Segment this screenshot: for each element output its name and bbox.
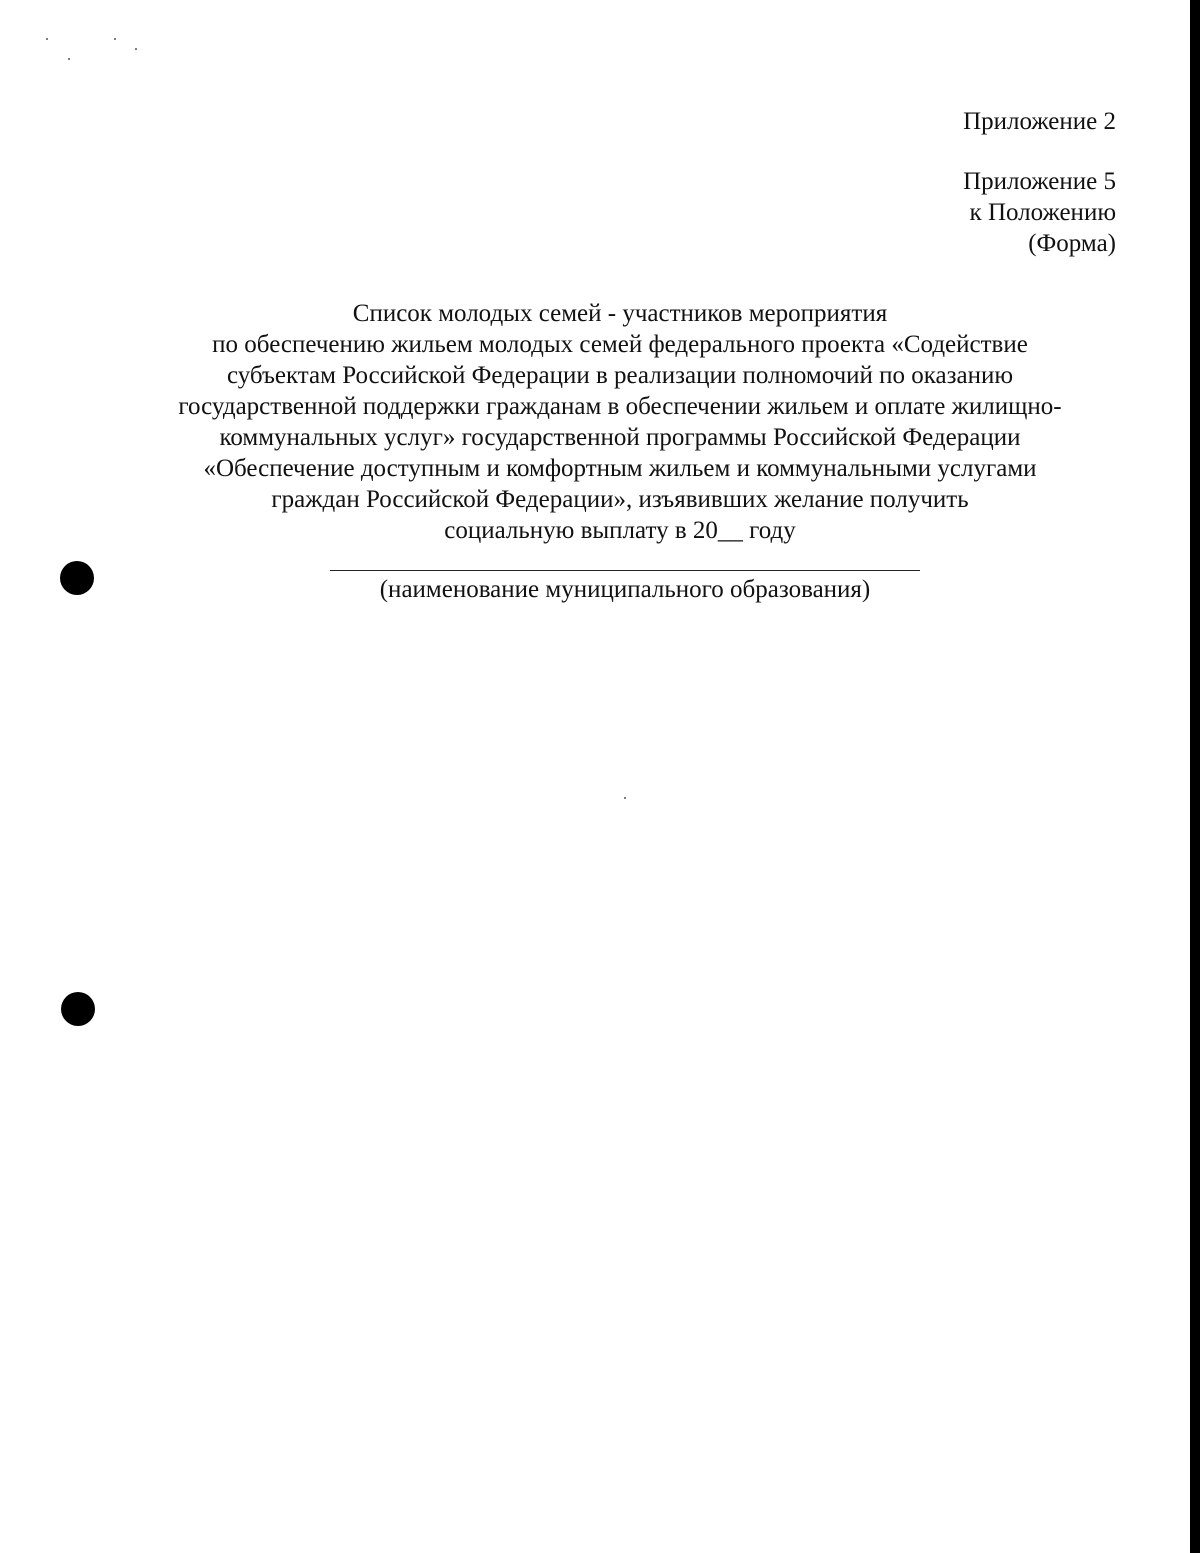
appendix-5-block [963, 166, 1116, 259]
title-line: граждан Российской Федерации», изъявивших желание получить [271, 486, 969, 513]
appendix-2-label [963, 106, 1116, 137]
municipality-blank-line [330, 570, 920, 571]
appendix-5-line: Приложение 5 [963, 168, 1116, 195]
title-line: государственной поддержки гражданам в обеспечении жильем и оплате жилищно- [178, 393, 1062, 420]
document-title [100, 298, 1140, 546]
scan-speck [114, 38, 116, 40]
punch-hole-bottom [61, 992, 95, 1026]
title-line: «Обеспечение доступным и комфортным жильем и коммунальными услугами [203, 455, 1037, 482]
title-line: Список молодых семей - участников мероприятия [352, 300, 888, 327]
appendix-5-line: к Положению [969, 199, 1116, 226]
appendix-2-text: Приложение 2 [963, 108, 1116, 135]
appendix-5-line: (Форма) [1028, 230, 1116, 257]
municipality-caption: (наименование муниципального образования) [379, 576, 871, 603]
title-line: коммунальных услуг» государственной программы Российской Федерации [219, 424, 1021, 451]
scan-speck [624, 797, 626, 799]
title-line: социальную выплату в 20__ году [444, 517, 796, 544]
punch-hole-top [60, 561, 94, 595]
title-line: субъектам Российской Федерации в реализации полномочий по оказанию [226, 362, 1014, 389]
scan-speck [135, 48, 137, 50]
scan-speck [46, 38, 48, 40]
scan-speck [68, 58, 70, 60]
title-line: по обеспечению жильем молодых семей федерального проекта «Содействие [212, 331, 1028, 358]
